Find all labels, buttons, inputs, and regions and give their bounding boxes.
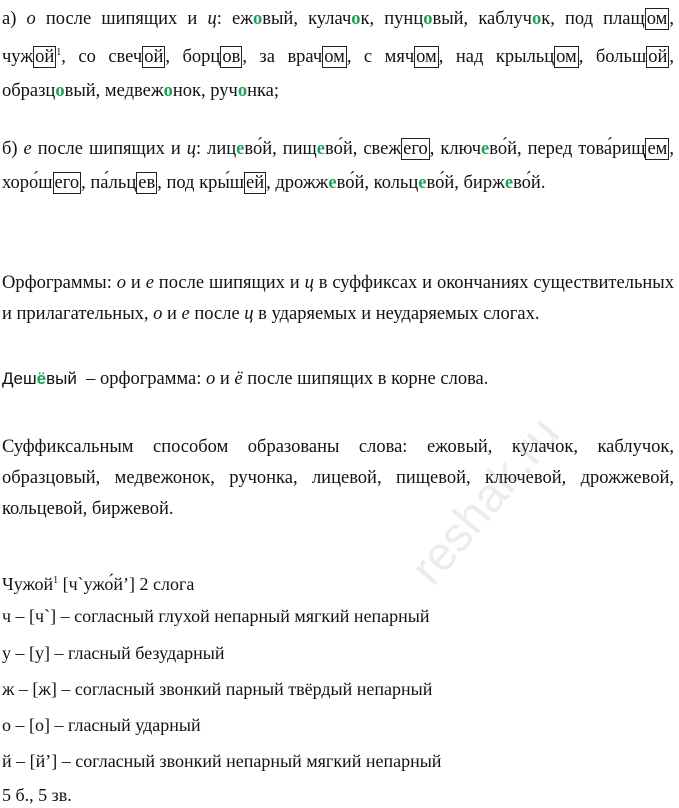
phonetic-summary: 5 б., 5 зв. bbox=[2, 785, 72, 805]
orthograms-paragraph: Орфограммы: о и е после шипящих и ц в суффиксах и окончаниях существительных и прилагательных, о и е после ц в ударяемых и неударяемых слогах. bbox=[2, 273, 674, 324]
watermark-logo: reshak.ru bbox=[400, 407, 570, 595]
deshevy-line bbox=[2, 362, 488, 396]
phonetic-line: о – [о] – гласный ударный bbox=[2, 715, 201, 735]
suffix-paragraph: Суффиксальным способом образованы слова: ежовый, кулачок, каблучок, образцовый, медвежонок, ручонка, лицевой, пищевой, ключевой, дрожжевой, кольцевой, биржевой. bbox=[2, 437, 674, 519]
phonetic-line: ж – [ж] – согласный звонкий парный твёрдый непарный bbox=[2, 679, 433, 699]
exercise-a: а) о после шипящих и ц: ежовый, кулачок, пунцовый, каблучок, под плащ ом , чуж ой $^1$, со свеч ой , борц ов , за врач ом , с мяч ом , над крыльц ом , больш ой , образцовый, медвежонок, ручонка; bbox=[2, 9, 674, 102]
phonetic-line: ч – [ч`] – согласный глухой непарный мягкий непарный bbox=[2, 606, 430, 626]
exercise-b: б) е после шипящих и ц: лицево́й, пищево́й, свеж его , ключево́й, перед това́рищ ем , хоро́ш его , па́льц ев , под кры́ш ей , дрожжево́й, кольцево́й, биржево́й. bbox=[2, 139, 675, 193]
phonetic-header: Чужой$^1$ [ч`ужо́й’] 2 слога bbox=[2, 574, 195, 594]
phonetic-line: у – [у] – гласный безударный bbox=[2, 643, 225, 663]
deshevy-note: – орфограмма: о и ё после шипящих в корне слова. bbox=[86, 369, 489, 389]
phonetic-line: й – [й’] – согласный звонкий непарный мягкий непарный bbox=[2, 751, 442, 771]
deshevy-word: Дешёвый bbox=[2, 369, 77, 388]
